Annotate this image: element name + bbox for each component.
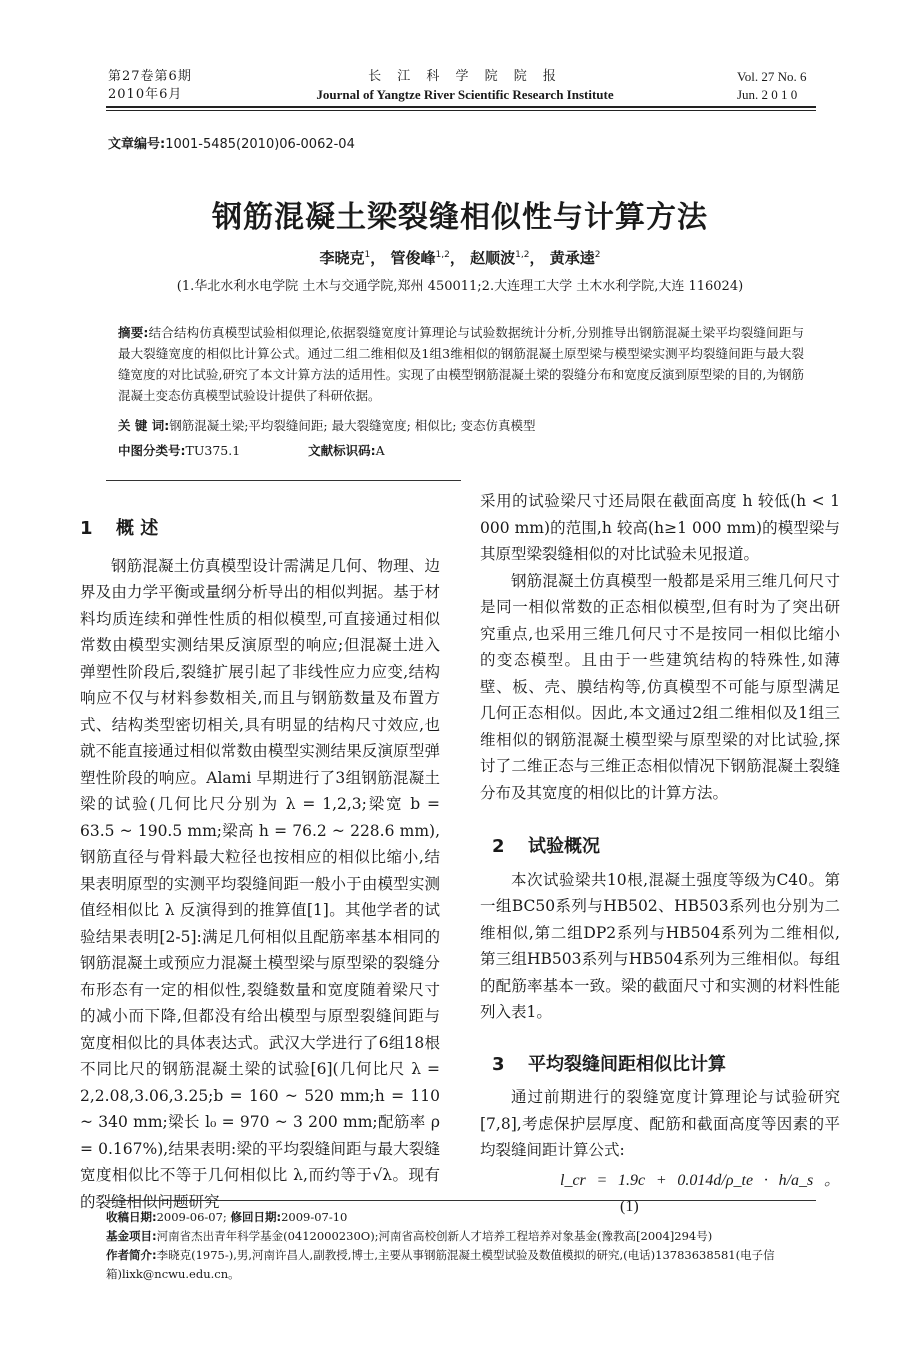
journal-issue-en <box>737 68 806 104</box>
journal-name-cn: 长 江 科 学 院 院 报 <box>368 69 562 84</box>
received-date: 2009-06-07 <box>156 1210 223 1224</box>
author-separator: ， <box>529 249 545 267</box>
keywords-text: 钢筋混凝土梁;平均裂缝间距; 最大裂缝宽度; 相似比; 变态仿真模型 <box>169 418 536 433</box>
keywords-label: 关 键 词: <box>118 418 170 433</box>
paragraph: 通过前期进行的裂缝宽度计算理论与试验研究[7,8],考虑保护层厚度、配筋和截面高度等因素的平均裂缝间距计算公式: <box>480 1088 840 1159</box>
author-affil-mark: 2 <box>594 250 601 260</box>
doc-code-label: 文献标识码: <box>308 443 376 458</box>
paragraph: 钢筋混凝土仿真模型设计需满足几何、物理、边界及由力学平衡或量纲分析导出的相似判据。基于材料均质连续和弹性性质的相似模型,可直接通过相似常数由模型实测结果反演原型的响应;但混凝土进入弹塑性阶段后,裂缝扩展引起了非线性应力应变,结构响应不仅与材料参数相关,而且与钢筋数量及布置方式、结构类型密切相关,具有明显的结构尺寸效应,也就不能直接通过相似常数由模型实测结果反演原型弹塑性阶段的响应。Alami 早期进行了3组钢筋混凝土梁的试验(几何比尺分别为 λ = 1,2,3;梁宽 b = 63.5 ~ 190.5 mm;梁高 h = 76.2 ~ 228.6 mm),钢筋直径与骨料最大粒径也按相应的相似比缩小,结果表明原型的实测平均裂缝间距一般小于由模型实测值经相似比 λ 反演得到的推算值[1]。其他学者的试验结果表明[2-5]:满足几何相似且配筋率基本相同的钢筋混凝土或预应力混凝土模型梁与原型梁的裂缝分布形态有一定的相似性,裂缝数量和宽度随着梁尺寸的减小而下降,但都没有给出模型与原型裂缝间距与宽度相似比的具体表达式。武汉大学进行了6组18根不同比尺的钢筋混凝土梁的试验[6](几何比尺 λ = 2,2.08,3.06,3.25;b = 160 ~ 520 mm;h = 110 ~ 340 mm;梁长 l₀ = 970 ~ 3 200 mm;配筋率 ρ = 0.167%),结果表明:梁的平均裂缝间距与最大裂缝宽度相似比不等于几何相似比 λ,而约等于√λ。现有的裂缝相似问题研究 <box>80 556 440 1211</box>
author-name: 管俊峰 <box>390 249 436 267</box>
author-affil-mark: 1 <box>364 250 371 260</box>
header-rule <box>106 106 816 108</box>
author-separator: ， <box>370 249 386 267</box>
funding <box>106 1227 818 1246</box>
journal-issue-cn <box>108 68 192 104</box>
affiliations: (1.华北水利水电学院 土木与交通学院,郑州 450011;2.大连理工大学 土木水利学院,大连 116024) <box>176 279 744 294</box>
author-bio <box>106 1246 818 1284</box>
section-title: 概 述 <box>116 518 159 539</box>
doc-code-value: A <box>375 443 385 458</box>
volume-issue-en: Vol. 27 No. 6 <box>737 69 807 84</box>
keywords <box>118 416 804 436</box>
publication-date: 2010年6月 <box>108 87 183 102</box>
author-name: 李晓克 <box>319 249 365 267</box>
section-heading-2 <box>492 834 840 861</box>
author-affil-mark: 1,2 <box>515 250 530 260</box>
author-separator: ， <box>449 249 465 267</box>
abstract-text: 结合结构仿真模型试验相似理论,依据裂缝宽度计算理论与试验数据统计分析,分别推导出钢筋混凝土梁平均裂缝间距与最大裂缝宽度的相似比计算公式。通过二组二维相似及1组3维相似的钢筋混凝土原型梁与模型梁实测平均裂缝间距与最大裂缝宽度的对比试验,研究了本文计算方法的适用性。实现了由模型钢筋混凝土梁的裂缝分布和宽度反演到原型梁的目的,为钢筋混凝土变态仿真模型试验设计提供了科研依据。 <box>118 325 805 403</box>
journal-name-en: Journal of Yangtze River Scientific Research Institute <box>316 87 614 102</box>
section-number: 1 <box>80 518 93 539</box>
paragraph-continued: 采用的试验梁尺寸还局限在截面高度 h 较低(h < 1 000 mm)的范围,h 较高(h≥1 000 mm)的模型梁与其原型梁裂缝相似的对比试验未见报道。 <box>480 492 840 563</box>
classification <box>118 441 804 461</box>
revised-date: 2009-07-10 <box>281 1210 348 1224</box>
author-bio-text: 李晓克(1975-),男,河南许昌人,副教授,博士,主要从事钢筋混凝土模型试验及数值模拟的研究,(电话)13783638581(电子信箱)lixk@ncwu.edu.cn。 <box>106 1248 775 1281</box>
received-label: 收稿日期: <box>106 1210 157 1224</box>
clc-value: TU375.1 <box>185 443 241 458</box>
paragraph: 本次试验梁共10根,混凝土强度等级为C40。第一组BC50系列与HB502、HB503系列也分别为二维相似,第二组DP2系列与HB504系列为二维相似,第三组HB503系列与HB504系列为三维相似。每组的配筋率基本一致。梁的截面尺寸和实测的材料性能列入表1。 <box>480 870 840 1021</box>
section-number: 2 <box>492 836 505 857</box>
footnotes <box>106 1208 818 1284</box>
paper-title: 钢筋混凝土梁裂缝相似性与计算方法 <box>212 200 708 235</box>
publication-date-en: Jun. 2 0 1 0 <box>737 87 798 102</box>
clc-label: 中图分类号: <box>118 443 186 458</box>
article-number <box>108 133 355 152</box>
article-number-label: 文章编号: <box>108 137 166 152</box>
section-heading-3 <box>492 1052 840 1079</box>
header-rule-thin <box>106 110 816 111</box>
paragraph: 钢筋混凝土仿真模型一般都是采用三维几何尺寸是同一相似常数的正态相似模型,但有时为了突出研究重点,也采用三维几何尺寸不是按同一相似比缩小的变态模型。且由于一些建筑结构的特殊性,如薄壁、板、壳、膜结构等,仿真模型不可能与原型满足几何正态相似。因此,本文通过2组二维相似及1组三维相似的钢筋混凝土模型梁与原型梁的对比试验,探讨了二维正态与三维正态相似情况下钢筋混凝土裂缝分布及其宽度的相似比的计算方法。 <box>480 571 840 802</box>
abstract <box>118 322 804 406</box>
author-list <box>100 247 820 268</box>
equation-number: (1) <box>620 1198 639 1215</box>
abstract-separator <box>106 480 461 481</box>
author-bio-label: 作者简介: <box>106 1248 157 1262</box>
fund-label: 基金项目: <box>106 1229 157 1243</box>
author-name: 赵顺波 <box>470 249 516 267</box>
received-dates: 收稿日期:2009-06-07; 修回日期:2009-07-10 <box>106 1210 348 1224</box>
right-column <box>480 488 840 1221</box>
section-heading-1 <box>80 516 440 543</box>
fund-text: 河南省杰出青年科学基金(0412000230O);河南省高校创新人才培养工程培养对象基金(豫教高[2004]294号) <box>156 1229 713 1243</box>
author-name: 黄承逵 <box>549 249 595 267</box>
volume-issue: 第27卷第6期 <box>108 69 192 84</box>
article-number-value: 1001-5485(2010)06-0062-04 <box>165 137 355 152</box>
revised-label: 修回日期: <box>230 1210 282 1224</box>
left-column <box>80 510 440 1215</box>
section-title: 平均裂缝间距相似比计算 <box>528 1053 726 1075</box>
author-affil-mark: 1,2 <box>435 250 450 260</box>
journal-name <box>300 68 630 104</box>
footnote-rule <box>106 1200 816 1201</box>
section-title: 试验概况 <box>528 836 600 857</box>
section-number: 3 <box>492 1053 505 1075</box>
equation-body: l_cr = 1.9c + 0.014d/ρ_te · h/a_s 。 <box>560 1171 840 1189</box>
abstract-label: 摘要: <box>118 325 149 340</box>
